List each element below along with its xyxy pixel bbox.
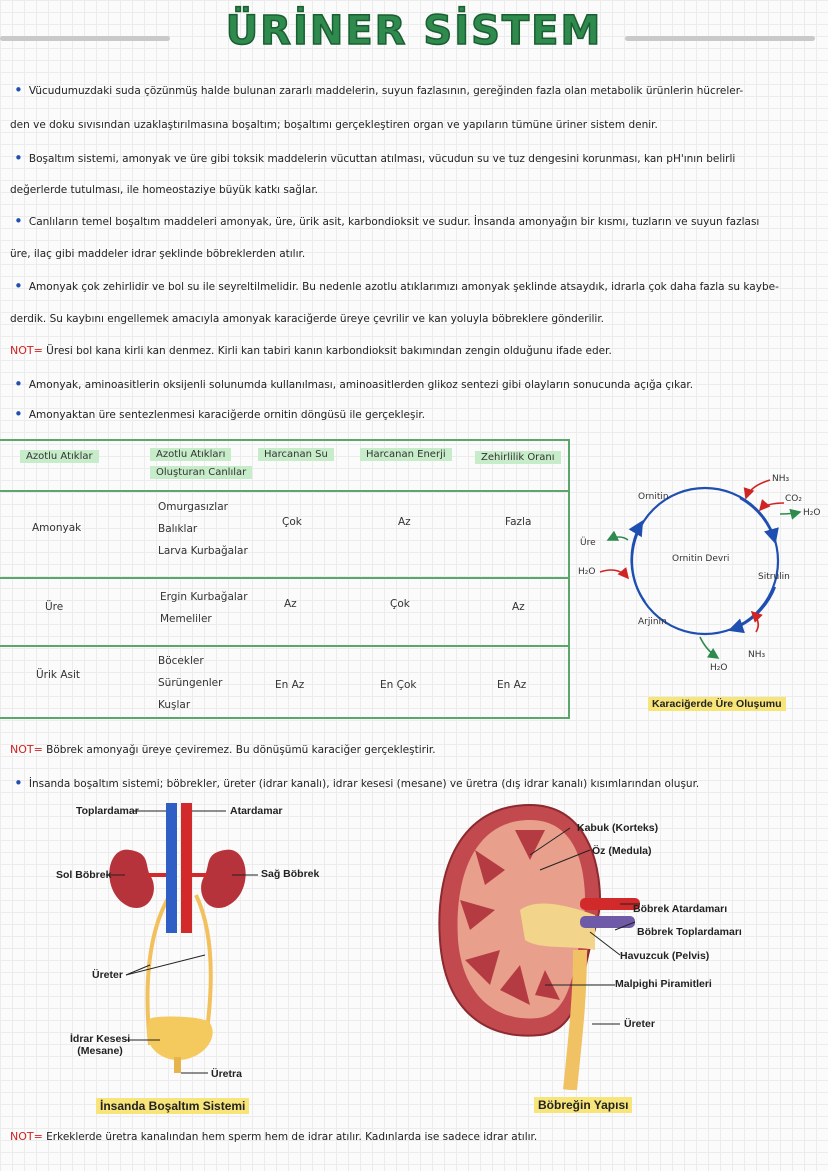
label-mesane: İdrar Kesesi (Mesane) (70, 1033, 131, 1057)
paragraph-7: • İnsanda boşaltım sistemi; böbrekler, üreter (idrar kanalı), idrar kesesi (mesane) ve üretra (dış idrar kanalı) kısımlarından oluşur. (14, 775, 699, 791)
table-line (0, 490, 570, 492)
paragraph-5: • Amonyak, aminoasitlerin oksijenli solunumda kullanılması, aminoasitlerden glikoz sentezi gibi olayların sonucunda açığa çıkar. (14, 376, 693, 392)
cycle-center-label: Ornitin Devri (672, 554, 730, 564)
body-caption: İnsanda Boşaltım Sistemi (96, 1095, 249, 1114)
left-kidney (109, 850, 154, 908)
header-waste: Azotlu Atıklar (20, 451, 99, 462)
label-malpighi: Malpighi Piramitleri (615, 978, 712, 990)
cycle-label-nh3-top: NH₃ (772, 474, 790, 484)
table-cell-energy: En Çok (380, 679, 417, 691)
right-kidney (201, 850, 246, 908)
note-3 (10, 1130, 537, 1144)
table-cell-energy: Çok (390, 598, 410, 610)
table-cell-organisms: Ergin Kurbağalar Memeliler (160, 591, 248, 625)
table-cell-waste: Amonyak (32, 522, 82, 534)
kidney-caption: Böbreğin Yapısı (534, 1094, 632, 1113)
header-water: Harcanan Su (258, 449, 334, 460)
label-atardamar: Atardamar (230, 805, 283, 817)
note-1-label: NOT= (10, 344, 43, 357)
table-cell-organisms: Böcekler Sürüngenler Kuşlar (158, 655, 223, 711)
label-bobrek-toplardamari: Böbrek Toplardamarı (637, 926, 742, 938)
table-line (0, 645, 570, 647)
renal-vein (580, 916, 635, 928)
label-kabuk: Kabuk (Korteks) (577, 822, 659, 834)
label-sag-bobrek: Sağ Böbrek (261, 868, 320, 880)
cycle-label-ornitin: Ornitin (638, 492, 669, 502)
header-energy: Harcanan Enerji (360, 449, 452, 460)
label-toplardamar: Toplardamar (76, 805, 139, 817)
paragraph-6: • Amonyaktan üre sentezlenmesi karaciğerde ornitin döngüsü ile gerçekleşir. (14, 406, 425, 422)
paragraph-3-line-2: üre, ilaç gibi maddeler idrar şeklinde böbreklerden atılır. (10, 248, 306, 260)
table-cell-waste: Ürik Asit (36, 669, 81, 681)
cycle-label-arjinin: Arjinin (638, 617, 667, 627)
paragraph-2-line-1: • Boşaltım sistemi, amonyak ve üre gibi toksik maddelerin vücuttan atılması, vücudun su ve tuz dengesini korunması, kan pH'ının belirli (14, 150, 735, 166)
label-uretra: Üretra (211, 1068, 242, 1080)
note-2-text: Böbrek amonyağı üreye çeviremez. Bu dönüşümü karaciğer gerçekleştirir. (46, 744, 436, 756)
table-cell-water: Az (284, 598, 297, 610)
note-3-text: Erkeklerde üretra kanalından hem sperm hem de idrar atılır. Kadınlarda ise sadece idrar atılır. (46, 1131, 538, 1143)
cycle-label-ure: Üre (580, 538, 596, 548)
table-cell-energy: Az (398, 516, 411, 528)
kidney-structure-diagram (430, 800, 650, 1090)
cycle-label-nh3-bottom: NH₃ (748, 650, 766, 660)
cycle-label-sitrulin: Sitrulin (758, 572, 790, 582)
bladder (147, 1017, 213, 1060)
label-bobrek-atardamari: Böbrek Atardamarı (633, 903, 728, 915)
paragraph-1-line-1: • Vücudumuzdaki suda çözünmüş halde bulunan zararlı maddelerin, suyun fazlasının, gereğinden fazla olan metabolik ürünlerin hücreler- (14, 82, 743, 98)
note-3-label: NOT= (10, 1130, 43, 1143)
paragraph-1-line-2: den ve doku sıvısından uzaklaştırılmasına boşaltım; boşaltımı gerçekleştiren organ ve yapıların tümüne üriner sistem denir. (10, 119, 658, 131)
cycle-caption: Karaciğerde Üre Oluşumu (648, 692, 786, 711)
header-toxicity: Zehirlilik Oranı (475, 452, 561, 463)
table-line (0, 577, 570, 579)
page-title: ÜRİNER SİSTEM (225, 8, 603, 54)
header-organisms: Azotlu Atıkları Oluşturan Canlılar (150, 446, 252, 482)
table-cell-toxicity: Az (512, 601, 525, 613)
table-line (0, 717, 570, 719)
table-cell-water: Çok (282, 516, 302, 528)
label-kidney-ureter: Üreter (624, 1018, 655, 1030)
label-oz: Öz (Medula) (592, 845, 652, 857)
table-cell-water: En Az (275, 679, 305, 691)
note-1-text: Üresi bol kana kirli kan denmez. Kirli kan tabiri kanın karbondioksit bakımından zengin olduğunu ifade eder. (46, 345, 612, 357)
cycle-label-h2o-bottom: H₂O (710, 663, 728, 673)
vein (166, 803, 177, 933)
artery (181, 803, 192, 933)
human-excretory-diagram (0, 795, 400, 1115)
paragraph-2-line-2: değerlerde tutulması, ile homeostaziye büyük katkı sağlar. (10, 184, 319, 196)
label-ureter: Üreter (92, 969, 123, 981)
paragraph-4-line-2: derdik. Su kaybını engellemek amacıyla amonyak karaciğerde üreye çevrilir ve kan yoluyla böbreklere gönderilir. (10, 313, 605, 325)
label-sol-bobrek: Sol Böbrek (56, 869, 112, 881)
table-cell-waste: Üre (45, 601, 64, 613)
table-cell-toxicity: En Az (497, 679, 527, 691)
nitrogen-waste-table (0, 439, 570, 719)
table-line (0, 439, 570, 441)
cycle-label-co2: CO₂ (785, 494, 802, 504)
cycle-label-h2o-left: H₂O (578, 567, 596, 577)
cycle-label-h2o-top: H₂O (803, 508, 821, 518)
table-cell-organisms: Omurgasızlar Balıklar Larva Kurbağalar (158, 501, 248, 557)
paragraph-3-line-1: • Canlıların temel boşaltım maddeleri amonyak, üre, ürik asit, karbondioksit ve sudur. İnsanda amonyağın bir kısmı, tuzların ve suyun fazlası (14, 213, 759, 229)
note-2-label: NOT= (10, 743, 43, 756)
note-2 (10, 743, 436, 757)
paragraph-4-line-1: • Amonyak çok zehirlidir ve bol su ile seyreltilmelidir. Bu nedenle azotlu atıklarımızı amonyak şeklinde atsaydık, idrarla çok daha fazla su kaybe- (14, 278, 779, 294)
urethra (174, 1057, 181, 1073)
label-havuzcuk: Havuzcuk (Pelvis) (620, 950, 710, 962)
note-1 (10, 344, 612, 358)
table-cell-toxicity: Fazla (505, 516, 532, 528)
